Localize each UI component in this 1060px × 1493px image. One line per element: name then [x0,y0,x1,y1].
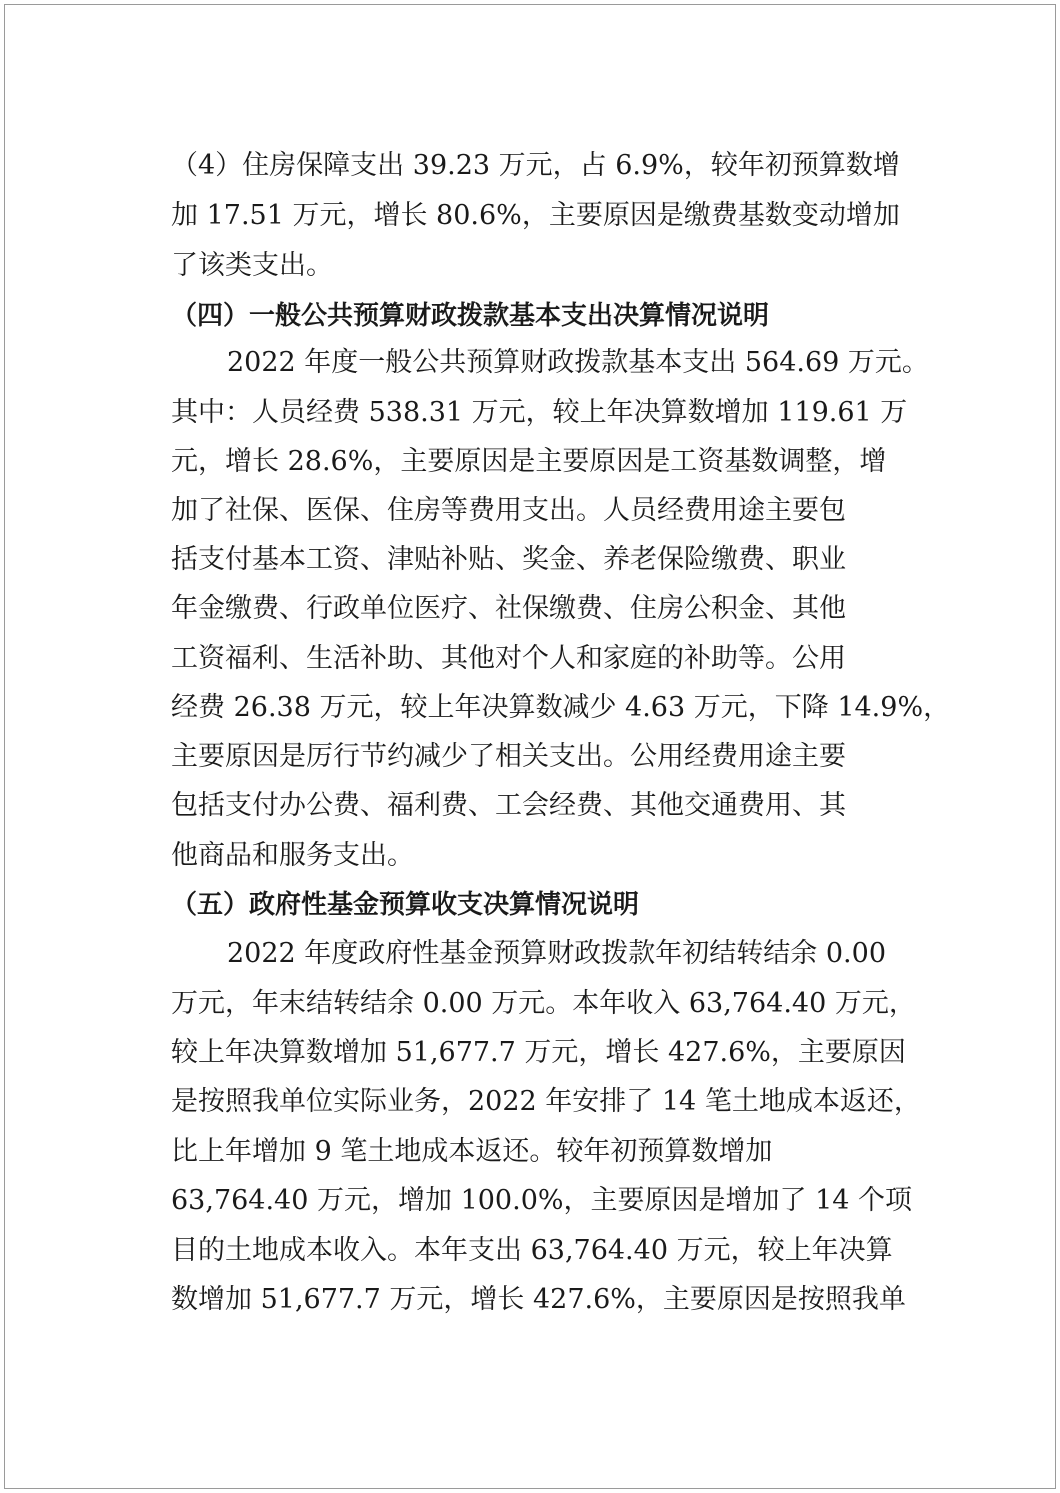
section-heading: （五）政府性基金预算收支决算情况说明 [171,890,640,920]
section-heading: （四）一般公共预算财政拨款基本支出决算情况说明 [171,301,770,331]
text-line: 万元，年末结转结余 0.00 万元。本年收入 63,764.40 万元， [171,988,916,1019]
text-line: 元，增长 28.6%，主要原因是主要原因是工资基数调整，增 [171,446,887,477]
document-page [4,4,1056,1489]
text-line: 2022 年度政府性基金预算财政拨款年初结转结余 0.00 [227,938,886,969]
text-line: 加了社保、医保、住房等费用支出。人员经费用途主要包 [171,495,846,526]
text-line: 年金缴费、行政单位医疗、社保缴费、住房公积金、其他 [171,593,846,624]
text-line: 比上年增加 9 笔土地成本返还。较年初预算数增加 [171,1136,773,1167]
text-line: （4）住房保障支出 39.23 万元，占 6.9%，较年初预算数增 [171,150,900,181]
text-line: 了该类支出。 [171,250,333,281]
text-line: 主要原因是厉行节约减少了相关支出。公用经费用途主要 [171,741,846,772]
text-line: 目的土地成本收入。本年支出 63,764.40 万元，较上年决算 [171,1235,893,1266]
text-line: 他商品和服务支出。 [171,840,414,871]
text-line: 经费 26.38 万元，较上年决算数减少 4.63 万元，下降 14.9%， [171,692,951,723]
text-line: 2022 年度一般公共预算财政拨款基本支出 564.69 万元。 [227,347,929,378]
text-line: 括支付基本工资、津贴补贴、奖金、养老保险缴费、职业 [171,544,846,575]
text-line: 包括支付办公费、福利费、工会经费、其他交通费用、其 [171,790,846,821]
text-line: 加 17.51 万元，增长 80.6%，主要原因是缴费基数变动增加 [171,200,900,231]
text-line: 63,764.40 万元，增加 100.0%，主要原因是增加了 14 个项 [171,1185,913,1216]
text-line: 是按照我单位实际业务，2022 年安排了 14 笔土地成本返还， [171,1086,921,1117]
text-line: 数增加 51,677.7 万元，增长 427.6%，主要原因是按照我单 [171,1284,906,1315]
text-line: 其中：人员经费 538.31 万元，较上年决算数增加 119.61 万 [171,397,908,428]
text-line: 工资福利、生活补助、其他对个人和家庭的补助等。公用 [171,643,846,674]
text-line: 较上年决算数增加 51,677.7 万元，增长 427.6%，主要原因 [171,1037,906,1068]
